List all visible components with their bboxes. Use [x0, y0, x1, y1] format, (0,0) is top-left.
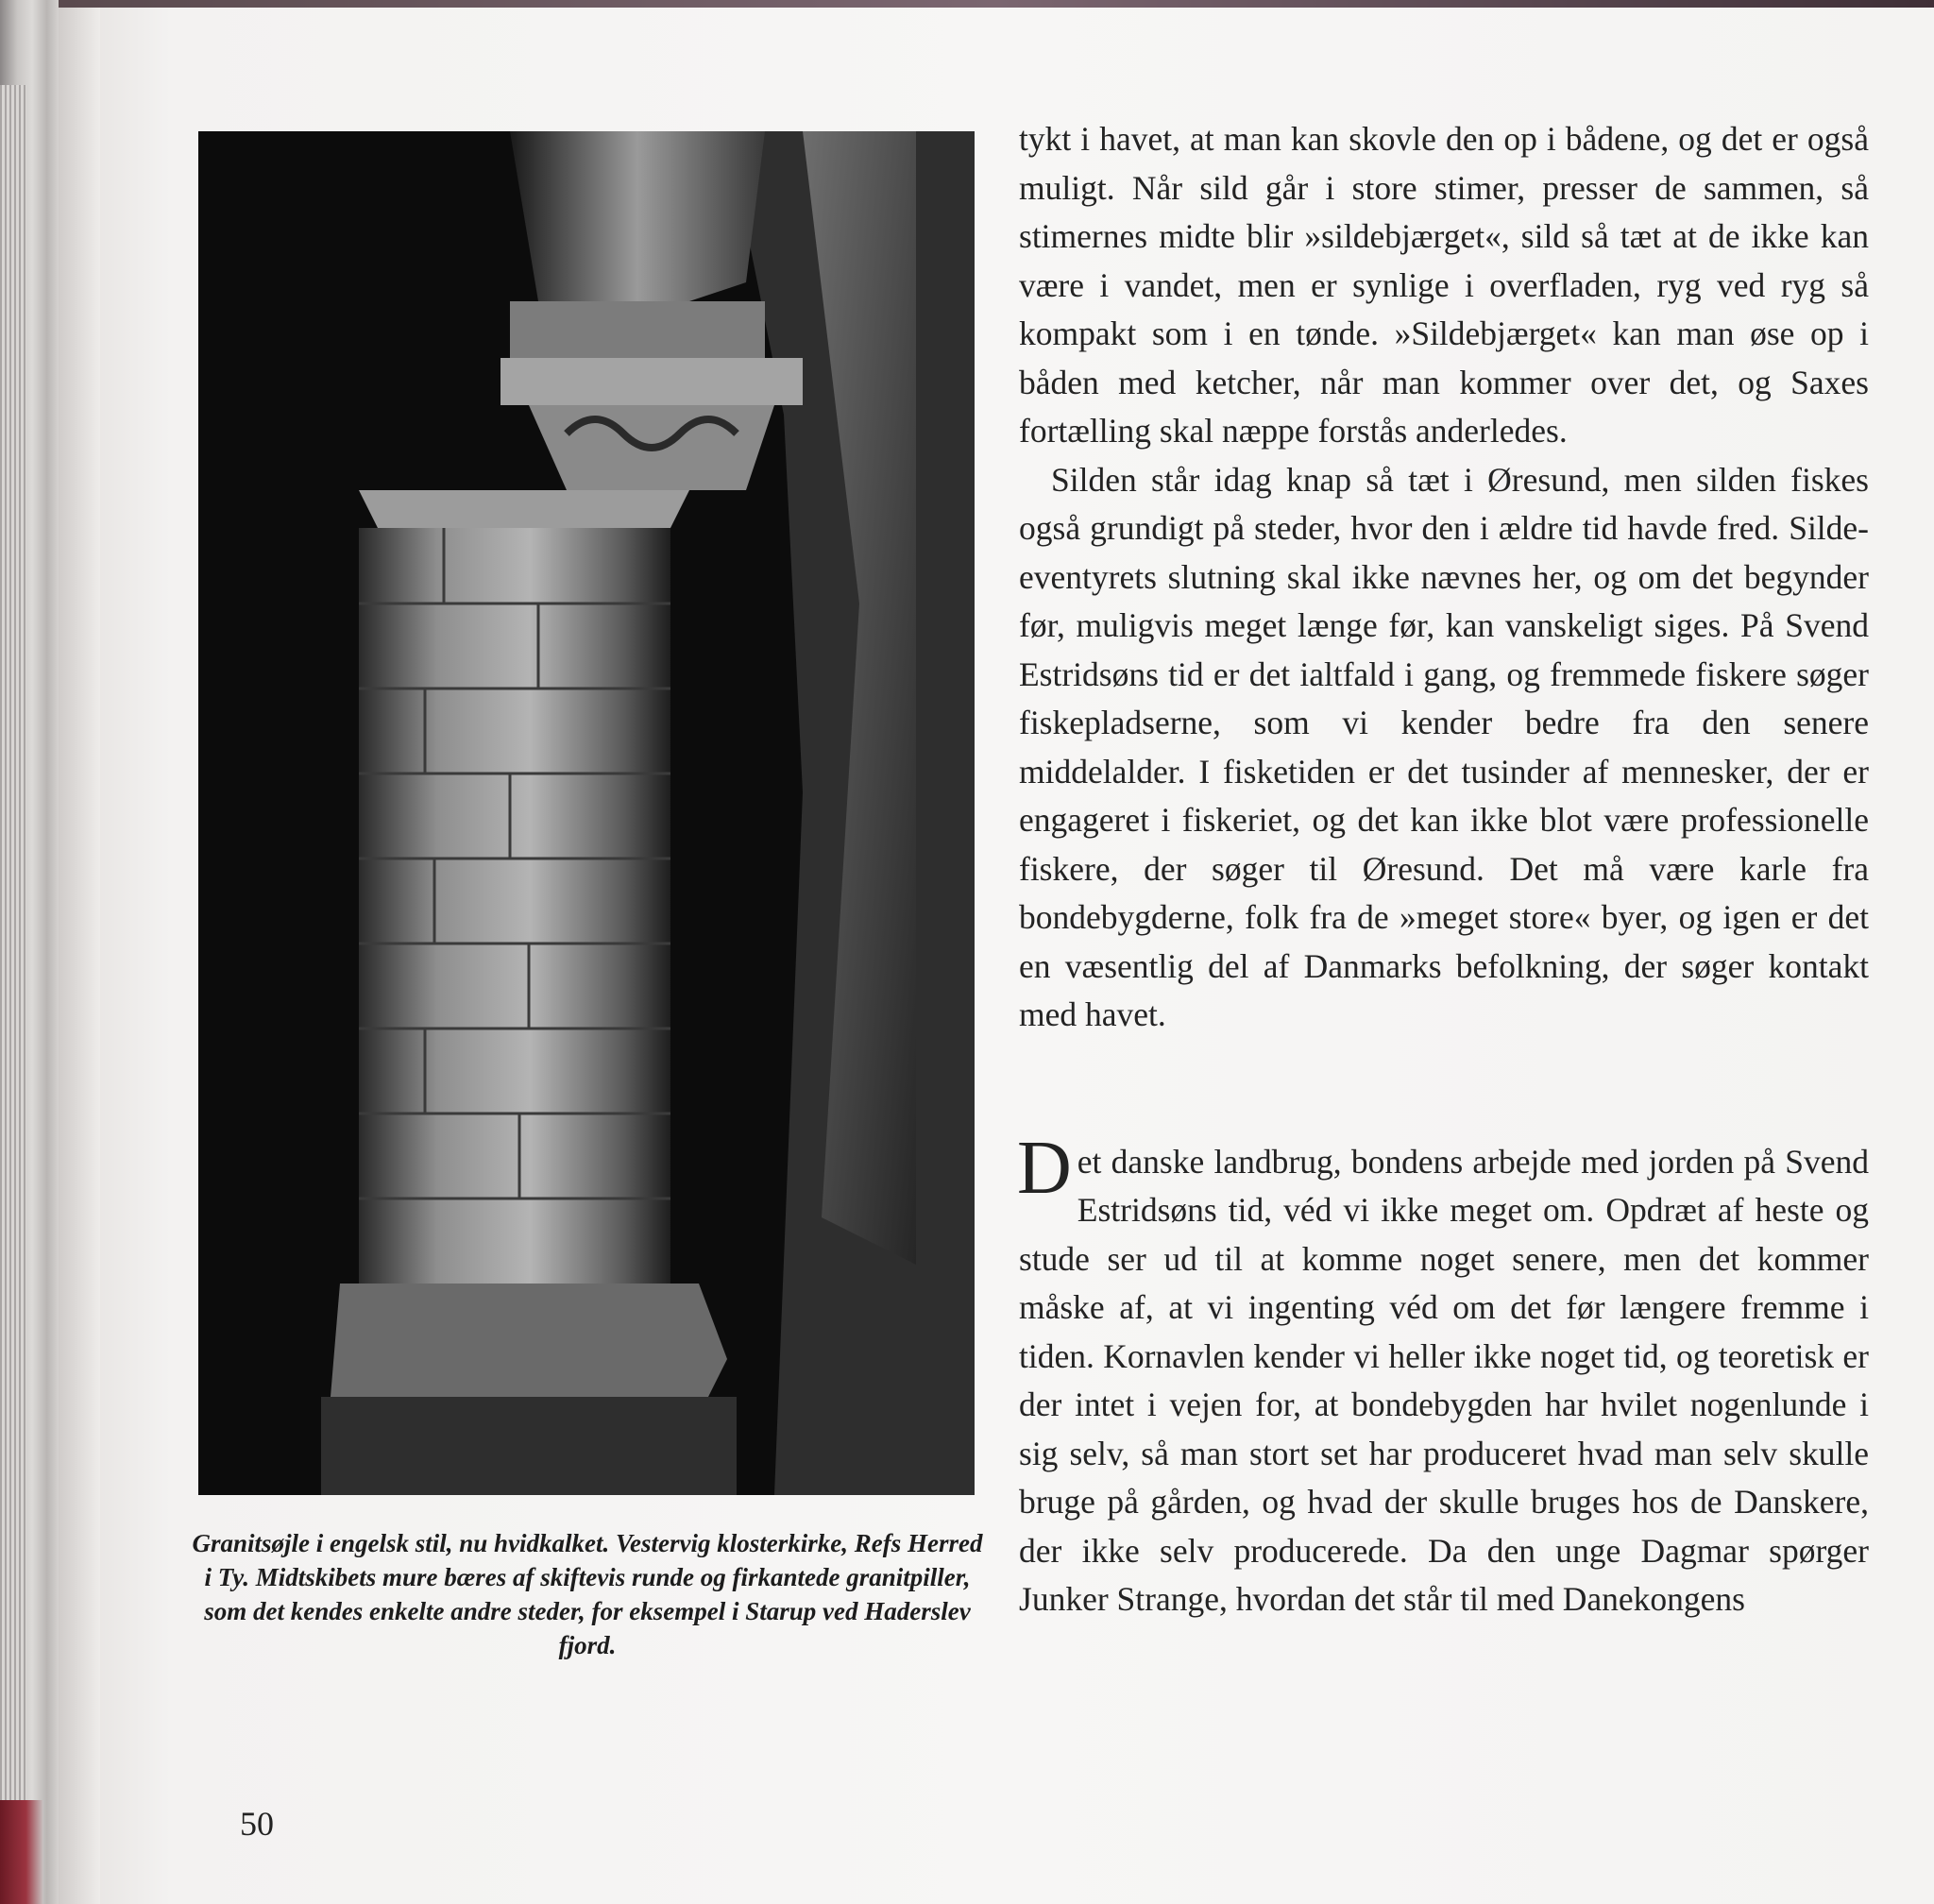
section-text: et danske landbrug, bondens arbejde med jorden på Svend Estridsøns tid, véd vi ikke meget om. Opdræt af heste og stude ser ud til at komme noget senere, men det kommer måske af, at vi ingenting véd om det før længere fremme i tiden. Kornavlen kender vi heller ikke noget tid, og teoretisk er der intet i vejen for, at bondebygden har hvilet nogenlunde i sig selv, så man stort set har produceret hvad man selv skulle bruge på gården, og hvad der skulle bruges hos de Danskere, der ikke selv producerede. Da den unge Dagmar spørger Junker Strange, hvordan det står til med Danekongens — [1019, 1142, 1869, 1618]
drop-cap: D — [1017, 1126, 1072, 1210]
book-page — [59, 8, 1934, 1904]
page-number: 50 — [240, 1805, 274, 1843]
pillar-illustration — [198, 131, 975, 1495]
paragraph: Silden står idag knap så tæt i Øresund, men silden fiskes også grundigt på steder, hvor den i ældre tid havde fred. Silde-eventyrets slutning skal ikke nævnes her, og om det begynder før, muligvis meget længe før, kan vanskeligt siges. På Svend Estridsøns tid er det ialtfald i gang, og fremmede fiskere søger fiskepladserne, som vi kender bedre fra den senere middelalder. I fisketiden er det tusinder af mennesker, der er engageret i fiskeriet, og det kan ikke blot være professionelle fiskere, der søger til Øresund. Det må være karle fra bondebygderne, folk fra de »meget store« byer, og igen er det en væsentlig del af Danmarks befolkning, der søger kontakt med havet. — [1019, 460, 1869, 1033]
body-text-column — [1019, 115, 1869, 1624]
photo-caption: Granitsøjle i engelsk stil, nu hvidkalket. Vestervig klosterkirke, Refs Herred i Ty. Midtskibets mure bæres af skiftevis runde og firkantede granitpiller, som det kendes enkelte andre steder, for eksempel i Starup ved Haderslev fjord. — [192, 1529, 983, 1659]
granite-pillar-photo — [198, 131, 975, 1495]
background-strip — [59, 0, 1934, 8]
paragraph: tykt i havet, at man kan skovle den op i bådene, og det er også muligt. Når sild går i store stimer, presser de sammen, så stimernes midte blir »sildebjærget«, sild så tæt at de ikke kan være i vandet, men er synlige i overfladen, ryg ved ryg så kompakt som i en tønde. »Sildebjærget« kan man øse op i båden med ketcher, når man kommer over det, og Saxes fortælling skal næppe forstås anderledes. — [1019, 120, 1869, 450]
book-cover-edge — [0, 1800, 43, 1904]
section-paragraph — [1017, 1126, 1869, 1624]
page-gutter — [59, 8, 100, 1904]
page-stack-edge — [0, 85, 26, 1813]
book-edge — [0, 0, 59, 1904]
